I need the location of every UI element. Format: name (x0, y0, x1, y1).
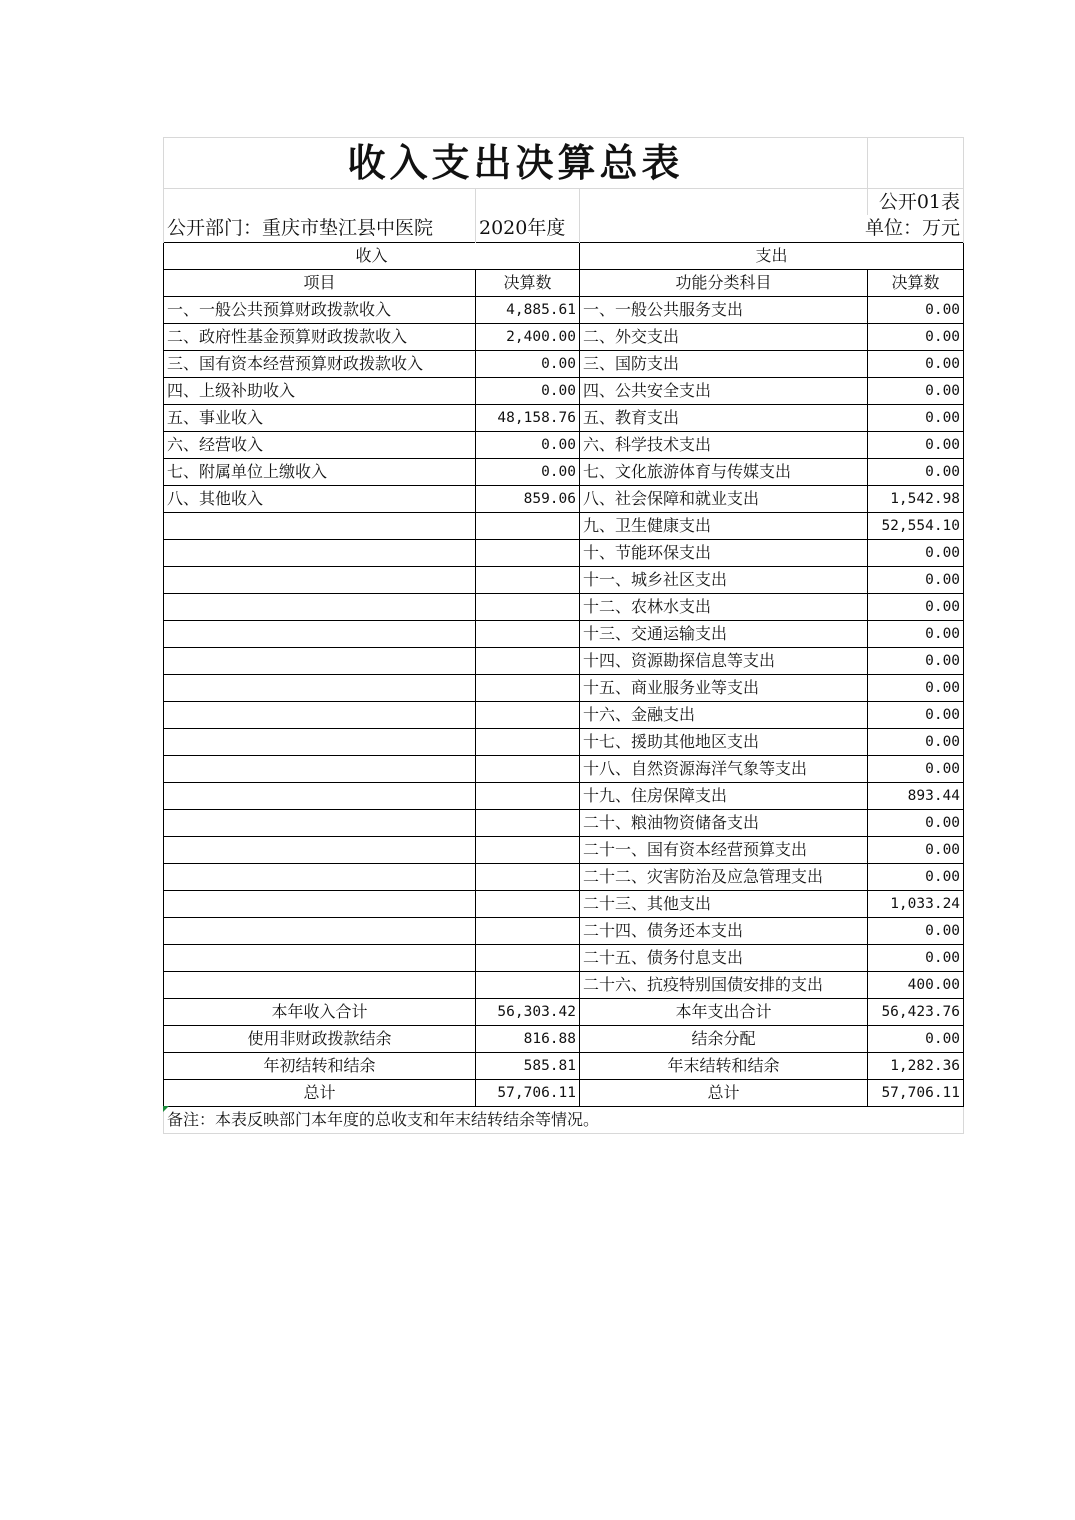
table-row (164, 620, 964, 647)
cell-comment-marker (163, 1106, 169, 1112)
summary-income-label: 年初结转和结余 (164, 1052, 476, 1079)
budget-sheet (163, 137, 963, 1134)
expense-amount-cell: 0.00 (868, 431, 964, 458)
table-row (164, 836, 964, 863)
expense-item-cell: 五、教育支出 (580, 404, 868, 431)
summary-row (164, 998, 964, 1025)
summary-expense-label: 总计 (580, 1079, 868, 1106)
expense-item-cell: 十、节能环保支出 (580, 539, 868, 566)
table-row (164, 512, 964, 539)
income-item-cell (164, 836, 476, 863)
income-item-cell (164, 620, 476, 647)
expense-item-cell: 十八、自然资源海洋气象等支出 (580, 755, 868, 782)
expense-item-cell: 二十六、抗疫特别国债安排的支出 (580, 971, 868, 998)
expense-amount-cell: 0.00 (868, 458, 964, 485)
expense-item-cell: 二、外交支出 (580, 323, 868, 350)
table-row (164, 593, 964, 620)
expense-amount-cell: 0.00 (868, 836, 964, 863)
summary-income-amount: 585.81 (476, 1052, 580, 1079)
income-amount-cell: 859.06 (476, 485, 580, 512)
expense-item-cell: 十九、住房保障支出 (580, 782, 868, 809)
income-item-cell: 六、经营收入 (164, 431, 476, 458)
summary-row (164, 1025, 964, 1052)
department-label: 公开部门：重庆市垫江县中医院 (164, 215, 476, 242)
table-row (164, 782, 964, 809)
table-row (164, 728, 964, 755)
expense-amount-cell: 1,033.24 (868, 890, 964, 917)
table-row (164, 863, 964, 890)
income-amount-cell (476, 674, 580, 701)
expense-amount-cell: 0.00 (868, 917, 964, 944)
title-row (164, 138, 964, 189)
note-text: 备注：本表反映部门本年度的总收支和年末结转结余等情况。 (164, 1106, 964, 1133)
table-row (164, 809, 964, 836)
income-item-header: 项目 (164, 269, 476, 296)
expense-item-cell: 七、文化旅游体育与传媒支出 (580, 458, 868, 485)
income-item-cell (164, 917, 476, 944)
expense-amount-cell: 0.00 (868, 296, 964, 323)
expense-item-cell: 二十、粮油物资储备支出 (580, 809, 868, 836)
expense-amount-cell: 0.00 (868, 566, 964, 593)
expense-item-cell: 十六、金融支出 (580, 701, 868, 728)
summary-income-amount: 56,303.42 (476, 998, 580, 1025)
blank-cell (164, 189, 476, 216)
income-amount-cell (476, 728, 580, 755)
table-row (164, 350, 964, 377)
income-item-cell (164, 701, 476, 728)
expense-amount-cell: 0.00 (868, 944, 964, 971)
expense-section-header: 支出 (580, 242, 964, 269)
income-item-cell (164, 539, 476, 566)
income-amount-cell (476, 512, 580, 539)
table-row (164, 404, 964, 431)
expense-amount-cell: 0.00 (868, 350, 964, 377)
income-amount-cell: 0.00 (476, 350, 580, 377)
table-row (164, 431, 964, 458)
summary-income-amount: 57,706.11 (476, 1079, 580, 1106)
expense-amount-cell: 0.00 (868, 674, 964, 701)
income-amount-cell (476, 539, 580, 566)
income-amount-cell (476, 647, 580, 674)
income-amount-cell: 48,158.76 (476, 404, 580, 431)
summary-income-label: 本年收入合计 (164, 998, 476, 1025)
summary-income-label: 总计 (164, 1079, 476, 1106)
summary-expense-label: 本年支出合计 (580, 998, 868, 1025)
table-row (164, 944, 964, 971)
income-item-cell (164, 809, 476, 836)
income-item-cell: 五、事业收入 (164, 404, 476, 431)
expense-item-cell: 十五、商业服务业等支出 (580, 674, 868, 701)
income-item-cell: 八、其他收入 (164, 485, 476, 512)
table-row (164, 323, 964, 350)
table-row (164, 485, 964, 512)
table-row (164, 674, 964, 701)
expense-amount-cell: 1,542.98 (868, 485, 964, 512)
expense-item-cell: 二十五、债务付息支出 (580, 944, 868, 971)
income-item-cell (164, 890, 476, 917)
expense-amount-cell: 0.00 (868, 755, 964, 782)
income-item-cell: 七、附属单位上缴收入 (164, 458, 476, 485)
expense-amount-cell: 0.00 (868, 863, 964, 890)
year-label: 2020年度 (476, 215, 580, 242)
income-amount-cell (476, 701, 580, 728)
summary-expense-amount: 56,423.76 (868, 998, 964, 1025)
expense-amount-cell: 0.00 (868, 620, 964, 647)
expense-item-cell: 十四、资源勘探信息等支出 (580, 647, 868, 674)
summary-row (164, 1052, 964, 1079)
blank-cell (580, 189, 868, 216)
income-amount-cell (476, 944, 580, 971)
income-amount-cell (476, 566, 580, 593)
table-number-row (164, 189, 964, 216)
income-item-cell: 四、上级补助收入 (164, 377, 476, 404)
column-header-row (164, 269, 964, 296)
income-item-cell (164, 863, 476, 890)
income-amount-cell: 4,885.61 (476, 296, 580, 323)
expense-item-cell: 三、国防支出 (580, 350, 868, 377)
summary-row (164, 1079, 964, 1106)
summary-expense-amount: 0.00 (868, 1025, 964, 1052)
expense-amount-cell: 52,554.10 (868, 512, 964, 539)
expense-amount-cell: 0.00 (868, 404, 964, 431)
income-item-cell (164, 566, 476, 593)
income-item-cell: 二、政府性基金预算财政拨款收入 (164, 323, 476, 350)
income-amount-cell (476, 620, 580, 647)
table-row (164, 755, 964, 782)
income-item-cell (164, 512, 476, 539)
table-row (164, 377, 964, 404)
expense-item-cell: 二十一、国有资本经营预算支出 (580, 836, 868, 863)
income-item-cell (164, 593, 476, 620)
income-amount-cell (476, 782, 580, 809)
table-row (164, 539, 964, 566)
income-expense-table (163, 137, 964, 1134)
expense-amount-cell: 0.00 (868, 809, 964, 836)
summary-expense-label: 结余分配 (580, 1025, 868, 1052)
table-row (164, 890, 964, 917)
income-item-cell (164, 944, 476, 971)
expense-amount-cell: 0.00 (868, 647, 964, 674)
expense-amount-cell: 0.00 (868, 539, 964, 566)
income-amount-cell: 0.00 (476, 377, 580, 404)
income-item-cell: 三、国有资本经营预算财政拨款收入 (164, 350, 476, 377)
expense-item-cell: 一、一般公共服务支出 (580, 296, 868, 323)
income-amount-header: 决算数 (476, 269, 580, 296)
expense-item-cell: 四、公共安全支出 (580, 377, 868, 404)
department-row (164, 215, 964, 242)
section-header-row (164, 242, 964, 269)
income-item-cell: 一、一般公共预算财政拨款收入 (164, 296, 476, 323)
expense-item-header: 功能分类科目 (580, 269, 868, 296)
income-amount-cell (476, 755, 580, 782)
summary-expense-amount: 1,282.36 (868, 1052, 964, 1079)
expense-amount-cell: 893.44 (868, 782, 964, 809)
table-row (164, 701, 964, 728)
table-row (164, 917, 964, 944)
expense-item-cell: 十二、农林水支出 (580, 593, 868, 620)
table-row (164, 458, 964, 485)
expense-item-cell: 八、社会保障和就业支出 (580, 485, 868, 512)
income-item-cell (164, 674, 476, 701)
unit-label: 单位：万元 (580, 215, 964, 242)
income-amount-cell (476, 917, 580, 944)
summary-expense-label: 年末结转和结余 (580, 1052, 868, 1079)
expense-amount-cell: 400.00 (868, 971, 964, 998)
income-amount-cell (476, 863, 580, 890)
title-blank-cell (868, 138, 964, 189)
income-amount-cell (476, 593, 580, 620)
table-row (164, 647, 964, 674)
table-row (164, 566, 964, 593)
income-amount-cell (476, 809, 580, 836)
table-number: 公开01表 (868, 189, 964, 216)
income-amount-cell (476, 836, 580, 863)
income-item-cell (164, 728, 476, 755)
expense-amount-header: 决算数 (868, 269, 964, 296)
page-title: 收入支出决算总表 (164, 138, 868, 189)
expense-amount-cell: 0.00 (868, 593, 964, 620)
expense-amount-cell: 0.00 (868, 728, 964, 755)
income-amount-cell: 0.00 (476, 458, 580, 485)
expense-item-cell: 九、卫生健康支出 (580, 512, 868, 539)
income-item-cell (164, 782, 476, 809)
summary-income-amount: 816.88 (476, 1025, 580, 1052)
expense-amount-cell: 0.00 (868, 377, 964, 404)
income-amount-cell: 0.00 (476, 431, 580, 458)
expense-amount-cell: 0.00 (868, 323, 964, 350)
expense-item-cell: 十七、援助其他地区支出 (580, 728, 868, 755)
note-row (164, 1106, 964, 1133)
income-amount-cell: 2,400.00 (476, 323, 580, 350)
expense-item-cell: 十一、城乡社区支出 (580, 566, 868, 593)
income-amount-cell (476, 890, 580, 917)
blank-cell (476, 189, 580, 216)
expense-item-cell: 二十三、其他支出 (580, 890, 868, 917)
expense-amount-cell: 0.00 (868, 701, 964, 728)
expense-item-cell: 二十四、债务还本支出 (580, 917, 868, 944)
income-item-cell (164, 971, 476, 998)
income-section-header: 收入 (164, 242, 580, 269)
income-item-cell (164, 647, 476, 674)
expense-item-cell: 六、科学技术支出 (580, 431, 868, 458)
summary-expense-amount: 57,706.11 (868, 1079, 964, 1106)
income-amount-cell (476, 971, 580, 998)
table-row (164, 296, 964, 323)
income-item-cell (164, 755, 476, 782)
expense-item-cell: 十三、交通运输支出 (580, 620, 868, 647)
table-row (164, 971, 964, 998)
expense-item-cell: 二十二、灾害防治及应急管理支出 (580, 863, 868, 890)
summary-income-label: 使用非财政拨款结余 (164, 1025, 476, 1052)
